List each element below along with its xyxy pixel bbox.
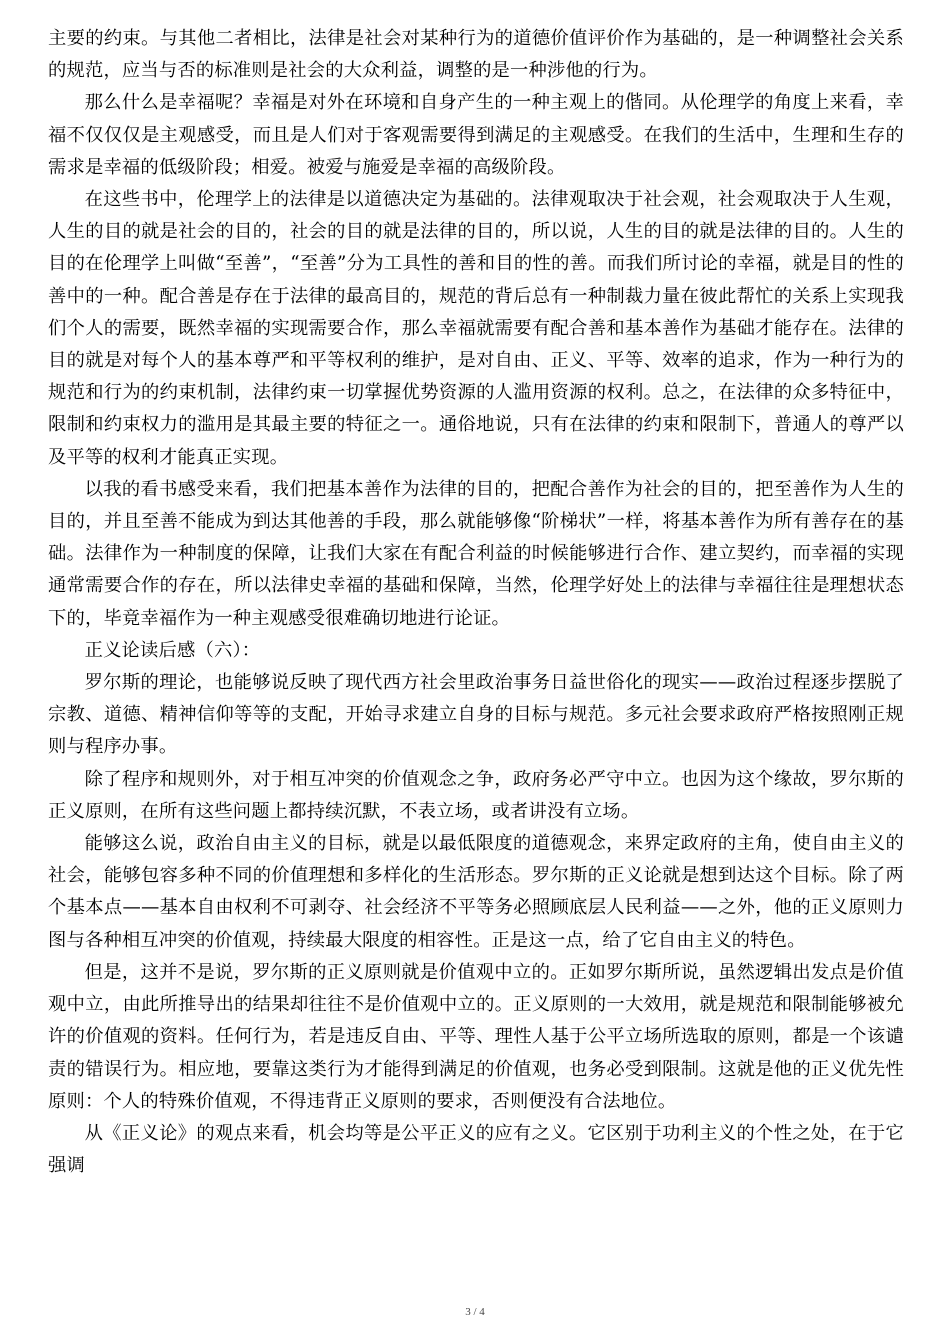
page-number: 3 / 4 <box>465 1306 485 1318</box>
paragraph-equal-opportunity: 从《正义论》的观点来看，机会均等是公平正义的应有之义。它区别于功利主义的个性之处，在于它强调 <box>48 1122 904 1177</box>
paragraph-reading-impression: 以我的看书感受来看，我们把基本善作为法律的目的，把配合善作为社会的目的，把至善作为人生的目的，并且至善不能成为到达其他善的手段，那么就能够像“阶梯状”一样，将基本善作为所有善存在的基础。法律作为一种制度的保障，让我们大家在有配合利益的时候能够进行合作、建立契约，而幸福的实现通常需要合作的存在，所以法律史幸福的基础和保障，当然，伦理学好处上的法律与幸福往往是理想状态下的，毕竟幸福作为一种主观感受很难确切地进行论证。 <box>48 478 904 629</box>
section-heading: 正义论读后感（六）： <box>84 639 261 661</box>
paragraph-justice-principle: 但是，这并不是说，罗尔斯的正义原则就是价值观中立的。正如罗尔斯所说，虽然逻辑出发点是价值观中立，由此所推导出的结果却往往不是价值观中立的。正义原则的一大效用，就是规范和限制能够被允许的价值观的资料。任何行为，若是违反自由、平等、理性人基于公平立场所选取的原则，都是一个该谴责的错误行为。相应地，要靠这类行为才能得到满足的价值观，也务必受到限制。这就是他的正义优先性原则：个人的特殊价值观，不得违背正义原则的要求，否则便没有合法地位。 <box>48 961 904 1112</box>
paragraph-neutrality: 除了程序和规则外，对于相互冲突的价值观念之争，政府务必严守中立。也因为这个缘故，罗尔斯的正义原则，在所有这些问题上都持续沉默，不表立场，或者讲没有立场。 <box>48 768 904 822</box>
paragraph-ethics-law: 在这些书中，伦理学上的法律是以道德决定为基础的。法律观取决于社会观，社会观取决于人生观，人生的目的就是社会的目的，社会的目的就是法律的目的，所以说，人生的目的就是法律的目的。人生的目的在伦理学上叫做“至善”，“至善”分为工具性的善和目的性的善。而我们所讨论的幸福，就是目的性的善中的一种。配合善是存在于法律的最高目的，规范的背后总有一种制裁力量在彼此帮忙的关系上实现我们个人的需要，既然幸福的实现需要合作，那么幸福就需要有配合善和基本善作为基础才能存在。法律的目的就是对每个人的基本尊严和平等权利的维护，是对自由、正义、平等、效率的追求，作为一种行为的规范和行为的约束机制，法律约束一切掌握优势资源的人滥用资源的权利。总之，在法律的众多特征中，限制和约束权力的滥用是其最主要的特征之一。通俗地说，只有在法律的约束和限制下，普通人的尊严以及平等的权利才能真正实现。 <box>48 189 904 468</box>
paragraph-rawls-theory: 罗尔斯的理论，也能够说反映了现代西方社会里政治事务日益世俗化的现实——政治过程逐步摆脱了宗教、道德、精神信仰等等的支配，开始寻求建立自身的目标与规范。多元社会要求政府严格按照刚正规则与程序办事。 <box>48 672 904 758</box>
document-body <box>48 23 904 1182</box>
paragraph-continued: 主要的约束。与其他二者相比，法律是社会对某种行为的道德价值评价作为基础的，是一种调整社会关系的规范，应当与否的标准则是社会的大众利益，调整的是一种涉他的行为。 <box>48 28 904 82</box>
paragraph-happiness-definition: 那么什么是幸福呢？幸福是对外在环境和自身产生的一种主观上的偕同。从伦理学的角度上来看，幸福不仅仅仅是主观感受，而且是人们对于客观需要得到满足的主观感受。在我们的生活中，生理和生存的需求是幸福的低级阶段；相爱。被爱与施爱是幸福的高级阶段。 <box>48 92 904 178</box>
paragraph-political-liberalism: 能够这么说，政治自由主义的目标，就是以最低限度的道德观念，来界定政府的主角，使自由主义的社会，能够包容多种不同的价值理想和多样化的生活形态。罗尔斯的正义论就是想到达这个目标。除了两个基本点——基本自由权利不可剥夺、社会经济不平等务必照顾底层人民利益——之外，他的正义原则力图与各种相互冲突的价值观，持续最大限度的相容性。正是这一点，给了它自由主义的特色。 <box>48 833 904 951</box>
